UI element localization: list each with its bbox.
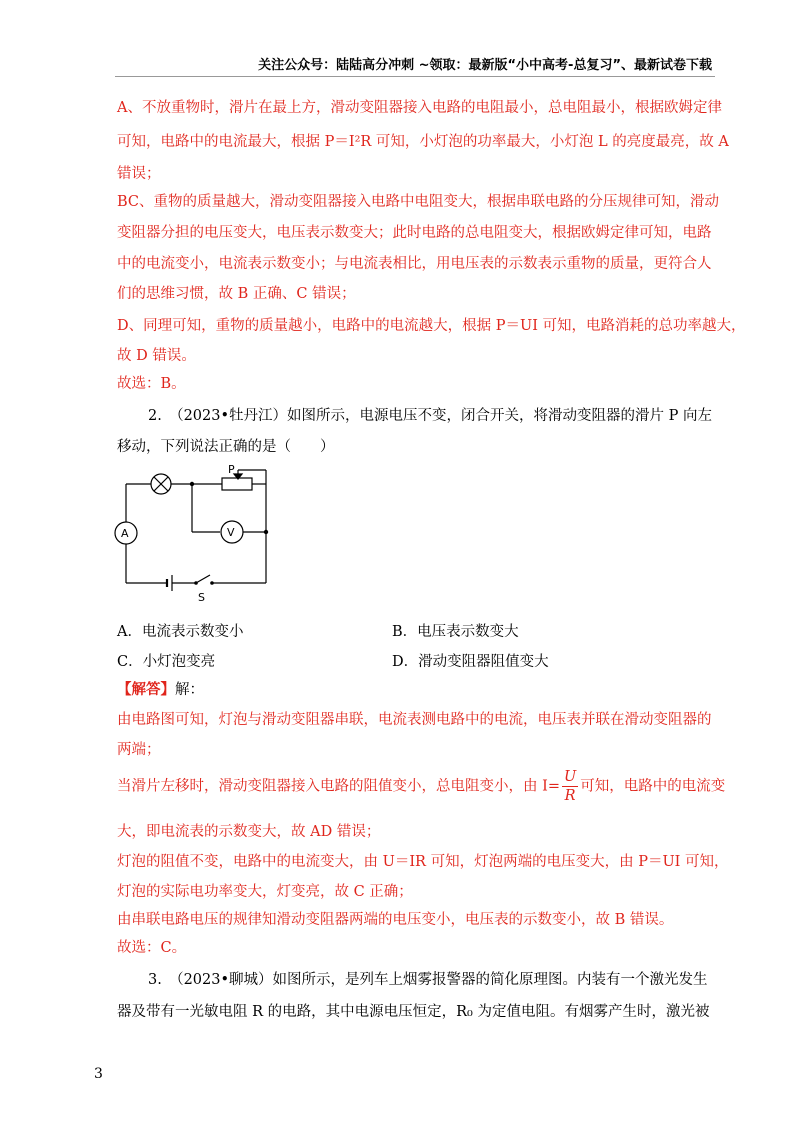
fraction-denominator: R — [564, 788, 576, 804]
question-text: 器及带有一光敏电阻 R 的电路，其中电源电压恒定，R₀ 为定值电阻。有烟雾产生时，激光被 — [117, 1004, 710, 1020]
ohm-fraction — [562, 768, 578, 805]
answer-suffix: 解： — [175, 682, 204, 698]
solution-line: 故 D 错误。 — [117, 348, 196, 364]
answer-label: 【解答】 — [117, 681, 175, 698]
option-a: A．电流表示数变小 — [117, 624, 244, 640]
solution-choice: 故选：C。 — [117, 940, 187, 956]
solution-line: BC、重物的质量越大，滑动变阻器接入电路中电阻变大，根据串联电路的分压规律可知，滑动 — [117, 194, 720, 210]
circuit-diagram — [108, 462, 278, 604]
solution-text: 当滑片左移时，滑动变阻器接入电路的阻值变小，总电阻变小，由 I= — [117, 778, 560, 795]
solution-line: 变阻器分担的电压变大，电压表示数变大；此时电路的总电阻变大，根据欧姆定律可知，电路 — [117, 225, 712, 241]
solution-line: 大，即电流表的示数变大，故 AD 错误； — [117, 824, 381, 840]
solution-line: 中的电流变小，电流表示数变小；与电流表相比，用电压表的示数表示重物的质量，更符合人 — [117, 256, 712, 272]
solution-line: 由电路图可知，灯泡与滑动变阻器串联，电流表测电路中的电流，电压表并联在滑动变阻器的 — [117, 712, 712, 728]
solution-line-fraction — [117, 768, 725, 805]
page-number: 3 — [94, 1066, 103, 1082]
solution-line: 由串联电路电压的规律知滑动变阻器两端的电压变小，电压表的示数变小，故 B 错误。 — [117, 912, 674, 928]
solution-text: 可知，电路中的电流变 — [580, 778, 726, 795]
ammeter-label: A — [121, 527, 129, 540]
solution-line: 灯泡的实际电功率变大，灯变亮，故 C 正确； — [117, 884, 413, 900]
answer-heading — [117, 680, 204, 700]
solution-line: 两端； — [117, 742, 161, 758]
question-text: 移动，下列说法正确的是（ ） — [117, 439, 335, 455]
question-text: 2. （2023•牡丹江）如图所示，电源电压不变，闭合开关，将滑动变阻器的滑片 P 向左 — [148, 408, 713, 424]
solution-line: 灯泡的阻值不变，电路中的电流变大，由 U＝IR 可知，灯泡两端的电压变大，由 P＝UI 可知， — [117, 854, 729, 870]
page-header: 关注公众号：陆陆高分冲刺 ~领取：最新版“小中高考-总复习”、最新试卷下载 — [258, 58, 712, 73]
slider-label: P — [228, 463, 235, 476]
solution-line: 们的思维习惯，故 B 正确、C 错误； — [117, 286, 356, 302]
fraction-numerator: U — [563, 769, 577, 785]
solution-line: A、不放重物时，滑片在最上方，滑动变阻器接入电路的电阻最小，总电阻最小，根据欧姆定律 — [117, 100, 722, 116]
solution-choice: 故选：B。 — [117, 376, 186, 392]
option-d: D．滑动变阻器阻值变大 — [392, 654, 549, 670]
header-rule — [115, 76, 715, 77]
question-text: 3. （2023•聊城）如图所示，是列车上烟雾报警器的简化原理图。内装有一个激光发生 — [148, 972, 708, 988]
solution-line: D、同理可知，重物的质量越小，电路中的电流越大，根据 P＝UI 可知，电路消耗的总功率越大， — [117, 318, 746, 334]
voltmeter-label: V — [227, 526, 235, 539]
solution-line: 错误； — [117, 166, 161, 182]
option-c: C．小灯泡变亮 — [117, 654, 216, 670]
solution-line: 可知，电路中的电流最大，根据 P＝I²R 可知，小灯泡的功率最大，小灯泡 L 的亮度最亮，故 A — [117, 134, 729, 150]
switch-label: S — [198, 591, 205, 604]
option-b: B．电压表示数变大 — [392, 624, 519, 640]
